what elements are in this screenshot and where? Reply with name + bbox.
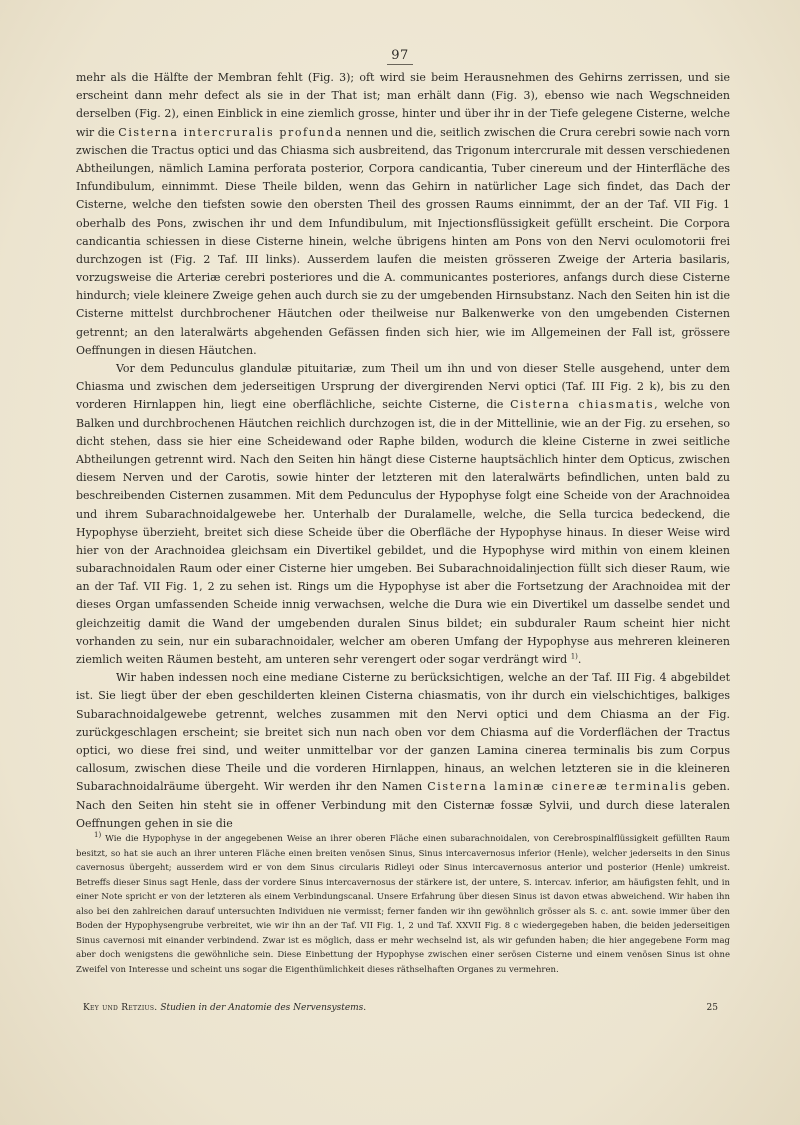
- footnote: [76, 832, 730, 977]
- page-footer: [83, 1003, 718, 1013]
- paragraph-2: Vor dem Pedunculus glandulæ pituitariæ, zum Theil um ihn und von dieser Stelle ausgehend, unter dem Chiasma und zwischen dem jederseitigen Ursprung der divergirenden Nervi optici (Taf. III Fig. 2 k), bis zu den vorderen Hirnlappen hin, liegt eine oberflächliche, seichte Cisterne, die Cisterna chiasmatis, welche von Balken und durchbrochenen Häutchen reichlich durchzogen ist, die in der Mittellinie, wie an der Fig. zu ersehen, so dicht stehen, dass sie hier eine Scheidewand oder Raphe bilden, wodurch die kleine Cisterne in zwei seitliche Abtheilungen getrennt wird. Nach den Seiten hin hängt diese Cisterne hauptsächlich hinter dem Opticus, zwischen diesem Nerven und der Carotis, sowie hinter der letzteren mit den lateralwärts befindlichen, unten bald zu beschreibenden Cisternen zusammen. Mit dem Pedunculus der Hypophyse folgt eine Scheide von der Arachnoidea und ihrem Subarachnoidalgewebe her. Unterhalb der Duralamelle, welche, die Sella turcica bedeckend, die Hypophyse überzieht, breitet sich diese Scheide über die Oberfläche der Hypophyse hinaus. In dieser Weise wird hier von der Arachnoidea gleichsam ein Divertikel gebildet, und die Hypophyse wird mithin von einem kleinen subarachnoidalen Raum oder einer Cisterne hier umgeben. Bei Subarachnoidalinjection füllt sich dieser Raum, wie an der Taf. VII Fig. 1, 2 zu sehen ist. Rings um die Hypophyse ist aber die Fortsetzung der Arachnoidea mit der dieses Organ umfassenden Scheide innig verwachsen, welche die Dura wie ein Divertikel um dasselbe sendet und gleichzeitig damit die Wand der umgebenden duralen Sinus bildet; ein subduraler Raum scheint hier nicht vorhanden zu sein, nur ein subarachnoidaler, welcher am oberen Umfang der Hypophyse aus mehreren kleineren ziemlich weiten Räumen besteht, am unteren sehr verengert oder sogar verdrängt wird $^{1)}$.: [76, 362, 731, 666]
- footnote-text: Wie die Hypophyse in der angegebenen Weise an ihrer oberen Fläche einen subarachnoidalen, von Cerebrospinalflüssigkeit gefüllten Raum besitzt, so hat sie auch an ihrer unteren Fläche einen breiten venösen Sinus, Sinus intercavernosus inferior (Henle), welcher jederseits in den Sinus cavernosus übergeht; ausserdem wird er von dem Sinus circularis Ridleyi oder Sinus intercavernosus anterior und posterior (Henle) umkreist. Betreffs dieser Sinus sagt Henle, dass der vordere Sinus intercavernosus der stärkere ist, der untere, S. intercav. inferior, am häufigsten fehlt, und in einer Note spricht er von der letzteren als einem Verbindungscanal. Unsere Erfahrung über diesen Sinus ist davon etwas abweichend. Wir haben ihn also bei den zahlreichen darauf untersuchten Individuen nie vermisst; ferner fanden wir ihn gewöhnlich grösser als S. c. ant. sowie immer über den Boden der Hypophysengrube verbreitet, wie wir ihn an der Taf. VII Fig. 1, 2 und Taf. XXVII Fig. 8 c wiedergegeben haben, die beiden jederseitigen Sinus cavernosi mit einander verbindend. Zwar ist es möglich, dass er mehr wechselnd ist, als wir gefunden haben; die hier angegebene Form mag aber doch wenigstens die gewöhnliche sein. Diese Einbettung der Hypophyse zwischen einer serösen Cisterne und einem venösen Sinus ist ohne Zweifel von Interesse und scheint uns sogar die Eigenthümlichkeit dieses räthselhaften Organes zu vermehren.: [76, 834, 730, 975]
- paragraph-1: mehr als die Hälfte der Membran fehlt (Fig. 3); oft wird sie beim Herausnehmen des Gehirns zerrissen, und sie erscheint dann mehr defect als sie in der That ist; man erhält dann (Fig. 3), ebenso wie nach Wegschneiden derselben (Fig. 2), einen Einblick in eine ziemlich grosse, hinter und über ihr in der Tiefe gelegene Cisterne, welche wir die Cisterna intercruralis profunda nennen und die, seitlich zwischen die Crura cerebri sowie nach vorn zwischen die Tractus optici und das Chiasma sich ausbreitend, das Trigonum intercrurale mit dessen verschiedenen Abtheilungen, nämlich Lamina perforata posterior, Corpora candicantia, Tuber cinereum und der Hinterfläche des Infundibulum, einnimmt. Diese Theile bilden, wenn das Gehirn in natürlicher Lage sich findet, das Dach der Cisterne, welche den tiefsten sowie den obersten Theil des grossen Raums einnimmt, der an der Taf. VII Fig. 1 oberhalb des Pons, zwischen ihr und dem Infundibulum, mit Injectionsflüssigkeit gefüllt erscheint. Die Corpora candicantia schiessen in diese Cisterne hinein, welche übrigens hinten am Pons von den Nervi oculomotorii frei durchzogen ist (Fig. 2 Taf. III links). Ausserdem laufen die meisten grösseren Zweige der Arteria basilaris, vorzugsweise die Arteriæ cerebri posteriores und die A. communicantes posteriores, anfangs durch diese Cisterne hindurch; viele kleinere Zweige gehen auch durch sie zu der umgebenden Hirnsubstanz. Nach den Seiten hin ist die Cisterne mittelst durchbrochener Häutchen oder theilweise nur Balkenwerke von den umgebenden Cisternen getrennt; an den lateralwärts abgehenden Gefässen finden sich hier, wie im Allgemeinen der Fall ist, grössere Oeffnungen in diesen Häutchen.: [76, 71, 730, 357]
- main-text: [76, 69, 730, 833]
- footer-signature: Key und Retzius. Studien in der Anatomie des Nervensystems.: [83, 1003, 367, 1013]
- footnote-mark: 1): [94, 831, 102, 840]
- paragraph-3: Wir haben indessen noch eine mediane Cisterne zu berücksichtigen, welche an der Taf. III Fig. 4 abgebildet ist. Sie liegt über der eben geschilderten kleinen Cisterna chiasmatis, von ihr durch ein vielschichtiges, balkiges Subarachnoidalgewebe getrennt, welches zusammen mit den Nervi optici und dem Chiasma an der Fig. zurückgeschlagen erscheint; sie breitet sich nun nach oben vor dem Chiasma auf die Vorderflächen der Tractus optici, wo diese frei sind, und weiter unmittelbar vor der ganzen Lamina cinerea terminalis bis zum Corpus callosum, zwischen diese Theile und die vorderen Hirnlappen, hinaus, an welchen letzteren sie in die kleineren Subarachnoidalräume übergeht. Wir werden ihr den Namen Cisterna laminæ cinereæ terminalis geben. Nach den Seiten hin steht sie in offener Verbindung mit den Cisternæ fossæ Sylvii, und durch diese lateralen Oeffnungen gehen in sie die: [76, 671, 730, 830]
- term-cisterna-intercruralis: Cisterna intercruralis profunda: [118, 125, 343, 139]
- sheet-number: 25: [706, 1003, 718, 1013]
- page-number: 97: [0, 48, 800, 63]
- footnote-reference: 1): [570, 652, 578, 661]
- term-cisterna-chiasmatis: Cisterna chiasmatis: [510, 398, 655, 412]
- term-cisterna-laminae: Cisterna laminæ cinereæ terminalis: [427, 780, 688, 794]
